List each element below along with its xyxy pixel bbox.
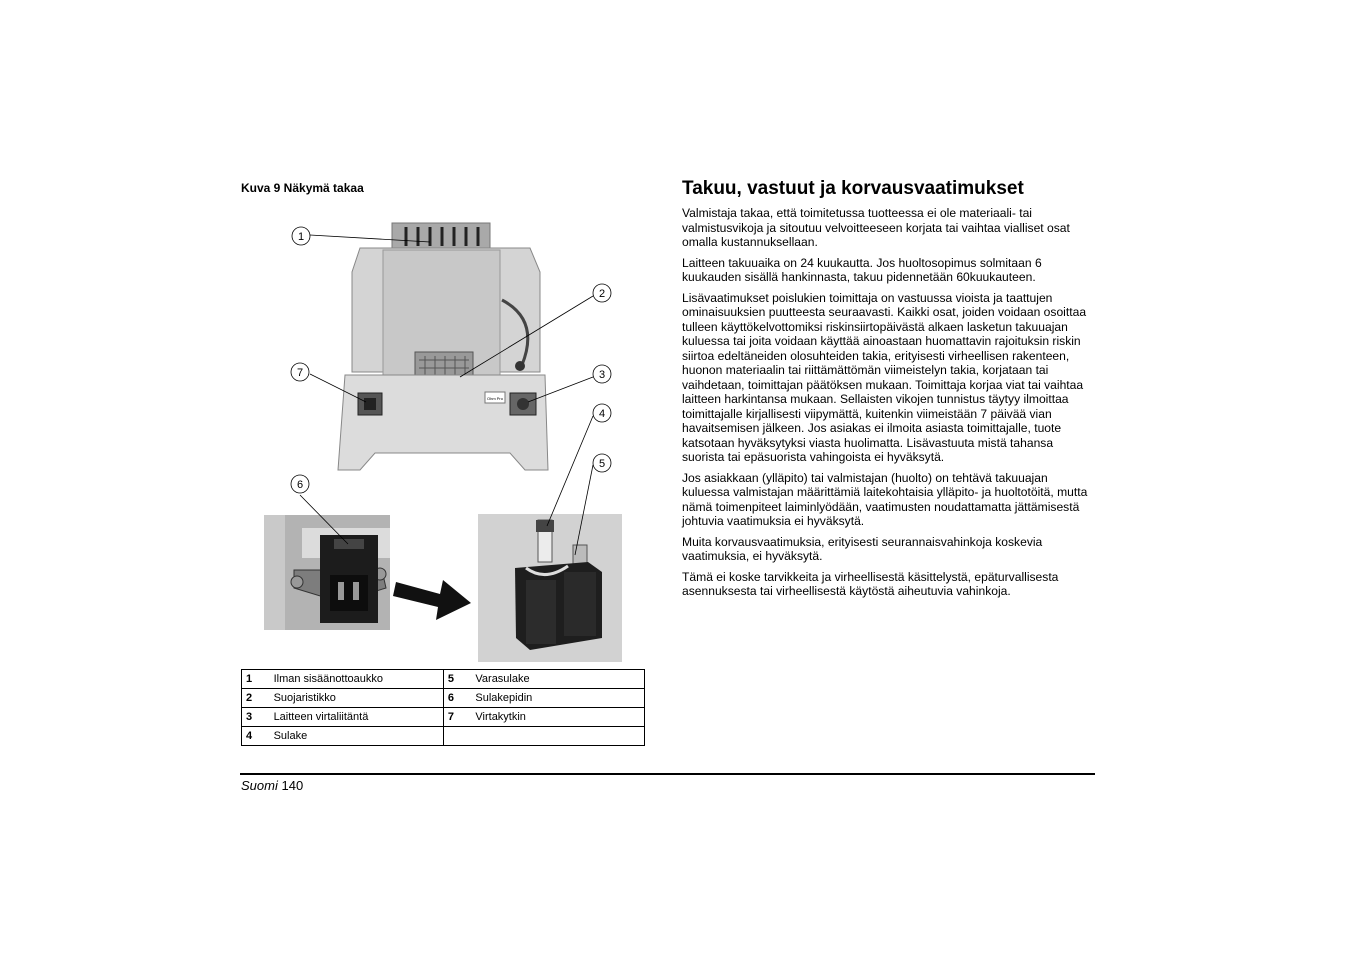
- callout-5: [593, 454, 611, 472]
- page-number: 140: [281, 778, 304, 793]
- legend-text: [471, 727, 644, 746]
- table-row: [242, 708, 645, 727]
- svg-text:2: 2: [598, 288, 606, 300]
- fuses-photo: [478, 514, 622, 662]
- table-row: [242, 689, 645, 708]
- svg-text:7: 7: [296, 367, 304, 379]
- paragraph: Tämä ei koske tarvikkeita ja virheellisestä käsittelystä, epäturvallisesta asennuksesta tai virheellisestä käytöstä aiheutuvia vahinkoja.: [682, 569, 1059, 598]
- paragraph: Muita korvausvaatimuksia, erityisesti seurannaisvahinkoja koskevia vaatimuksia, ei hyväksytä.: [682, 534, 1043, 563]
- legend-text: Suojaristikko: [270, 689, 444, 708]
- arrow-icon: [393, 580, 471, 620]
- svg-text:6: 6: [296, 479, 304, 491]
- legend-num: 7: [443, 708, 471, 727]
- legend-num: 2: [242, 689, 270, 708]
- fuse-holder-photo: [264, 515, 390, 630]
- svg-text:5: 5: [598, 458, 606, 470]
- callout-1: [292, 227, 310, 245]
- legend-text: Varasulake: [471, 670, 644, 689]
- table-row: [242, 670, 645, 689]
- legend-text: Virtakytkin: [471, 708, 644, 727]
- svg-text:4: 4: [598, 408, 606, 420]
- legend-num: 5: [443, 670, 471, 689]
- legend-num: 3: [242, 708, 270, 727]
- legend-text: Sulakepidin: [471, 689, 644, 708]
- page-footer: [241, 778, 303, 793]
- paragraph: Jos asiakkaan (ylläpito) tai valmistajan (huolto) on tehtävä takuuajan kuluessa valmistajan määrittämiä laitekohtaisia ylläpito- ja huoltotöitä, mutta nämä toimenpiteet laiminlyödään, vaatimusten noudattamatta jättämisestä johtuvia vaatimuksia ei hyväksytä.: [682, 470, 1088, 528]
- legend-num: [443, 727, 471, 746]
- paragraph: Valmistaja takaa, että toimitetussa tuotteessa ei ole materiaali- tai valmistusvikoja ja sitoutuu velvoitteeseen korjata tai vaihtaa vialliset osat omalla kustannuksellaan.: [682, 206, 1070, 249]
- legend-text: Ilman sisäänottoaukko: [270, 670, 444, 689]
- device-label: Ohm Pro: [486, 396, 504, 401]
- legend-text: Sulake: [270, 727, 444, 746]
- footer-rule: [240, 773, 1095, 775]
- legend-num: 6: [443, 689, 471, 708]
- callout-2: [593, 284, 611, 302]
- section-title: Takuu, vastuut ja korvausvaatimukset: [682, 178, 1024, 199]
- callout-6: [291, 475, 309, 493]
- footer-language: Suomi: [241, 778, 278, 793]
- legend-num: 1: [242, 670, 270, 689]
- callout-7: [291, 363, 309, 381]
- section-body: [682, 206, 1097, 605]
- svg-text:3: 3: [598, 369, 606, 381]
- paragraph: Laitteen takuuaika on 24 kuukautta. Jos huoltosopimus solmitaan 6 kuukauden sisällä hankinnasta, takuu pidennetään 60kuukauteen.: [682, 255, 1042, 284]
- paragraph: Lisävaatimukset poislukien toimittaja on vastuussa vioista ja taattujen ominaisuuksien puutteesta seuraavasti. Kaikki osat, joiden voidaan osoittaa tulleen käyttökelvottomiksi riskinsiirtopäivästä alkaen lasketun takuuajan kuluessa tai joita voidaan käyttää ainoastaan huomattavin rajoituksin riskin siirtoa edeltäneiden olosuhteiden takia, erityisesti virheellisen rakenteen, huonon materiaalin tai riittämättömän viimeistelyn takia, korjataan tai vaihdetaan, toimittajan päätöksen mukaan. Toimittaja korjaa viat tai vaihtaa laitteen harkintansa mukaan. Sellaisten vikojen tunnistus täytyy ilmoittaa toimittajalle kirjallisesti viipymättä, kuitenkin viimeistään 7 päivää vian havaitsemisen jälkeen. Jos asiakas ei ilmoita asiasta toimittajalle, tuote katsotaan hyväksytyksi viasta huolimatta. Lisävastuuta mistä tahansa suorista tai epäsuorista vahingoista ei hyväksytä.: [682, 290, 1087, 464]
- table-row: [242, 727, 645, 746]
- legend-table: [241, 669, 645, 746]
- svg-text:1: 1: [297, 231, 305, 243]
- legend-text: Laitteen virtaliitäntä: [270, 708, 444, 727]
- callout-4: [593, 404, 611, 422]
- device-illustration: [338, 223, 548, 470]
- callout-3: [593, 365, 611, 383]
- figure-caption: Kuva 9 Näkymä takaa: [241, 181, 364, 195]
- rear-view-figure: [240, 210, 645, 665]
- legend-num: 4: [242, 727, 270, 746]
